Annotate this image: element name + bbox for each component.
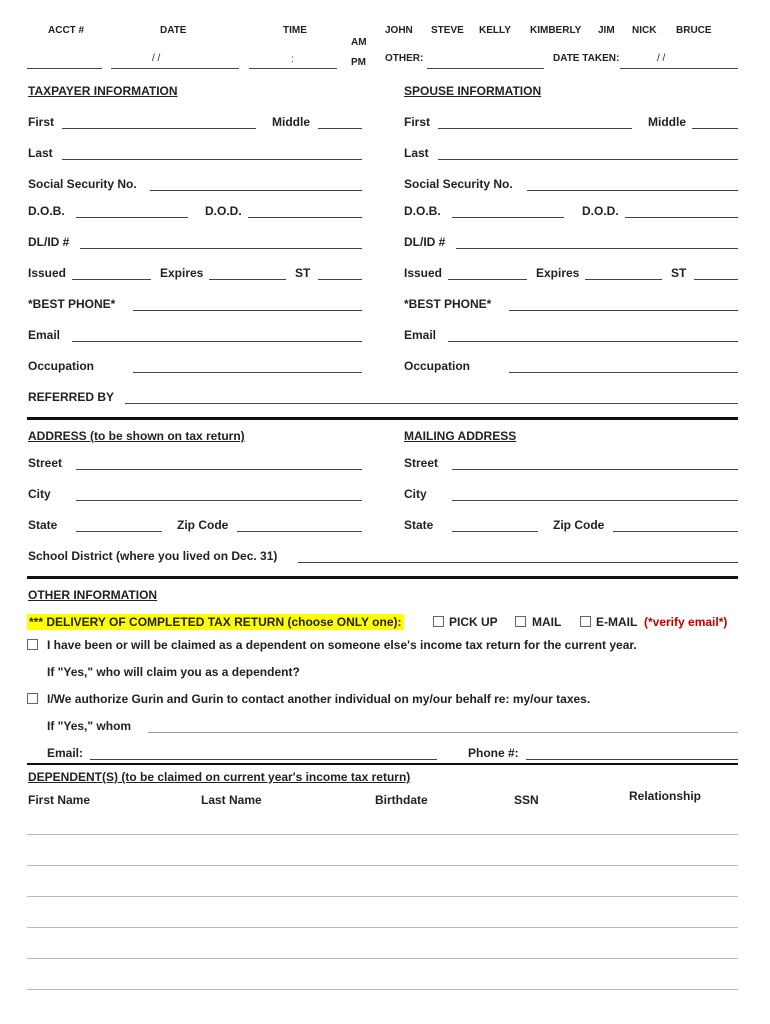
date-label: DATE — [160, 25, 187, 36]
address-city-label: City — [28, 487, 51, 501]
acct-field[interactable] — [27, 68, 102, 69]
address-zip-label: Zip Code — [177, 518, 229, 532]
spouse-last-field[interactable] — [438, 159, 738, 160]
taxpayer-last-field[interactable] — [62, 159, 362, 160]
dependent-checkbox[interactable] — [27, 639, 38, 650]
spouse-dod-label: D.O.D. — [582, 204, 619, 218]
mailing-city-field[interactable] — [452, 500, 738, 501]
taxpayer-dod-field[interactable] — [248, 217, 362, 218]
mailing-zip-field[interactable] — [613, 531, 738, 532]
date-taken-slashes: / / — [657, 53, 666, 64]
spouse-ssn-label: Social Security No. — [404, 177, 513, 191]
pm-option[interactable]: PM — [351, 57, 366, 68]
spouse-dod-field[interactable] — [625, 217, 738, 218]
mailing-title: MAILING ADDRESS — [404, 429, 517, 443]
email-delivery-label: E-MAIL — [596, 615, 638, 629]
taxpayer-email-label: Email — [28, 328, 61, 342]
spouse-expires-field[interactable] — [585, 279, 662, 280]
school-district-label: School District (where you lived on Dec. 31) — [28, 549, 278, 563]
taxpayer-email-field[interactable] — [72, 341, 362, 342]
whom-label: If "Yes," whom — [47, 719, 132, 733]
contact-email-field[interactable] — [90, 759, 437, 760]
taxpayer-first-field[interactable] — [62, 128, 256, 129]
taxpayer-dlid-label: DL/ID # — [28, 235, 70, 249]
am-option[interactable]: AM — [351, 37, 367, 48]
referred-by-field[interactable] — [125, 403, 738, 404]
spouse-st-field[interactable] — [694, 279, 738, 280]
column-relationship: Relationship — [629, 789, 702, 803]
contact-email-label: Email: — [47, 746, 84, 760]
time-field[interactable] — [249, 68, 337, 69]
dependent-row[interactable] — [27, 834, 738, 835]
spouse-occupation-label: Occupation — [404, 359, 471, 373]
preparer-kelly[interactable]: KELLY — [479, 25, 511, 36]
section-divider — [27, 576, 738, 579]
preparer-john[interactable]: JOHN — [385, 25, 413, 36]
taxpayer-title: TAXPAYER INFORMATION — [28, 84, 178, 98]
section-divider — [27, 417, 738, 420]
mail-checkbox[interactable] — [515, 616, 526, 627]
taxpayer-occupation-label: Occupation — [28, 359, 95, 373]
spouse-middle-label: Middle — [648, 115, 686, 129]
address-zip-field[interactable] — [237, 531, 362, 532]
address-state-field[interactable] — [76, 531, 162, 532]
spouse-middle-field[interactable] — [692, 128, 738, 129]
address-street-field[interactable] — [76, 469, 362, 470]
mailing-zip-label: Zip Code — [553, 518, 605, 532]
acct-label: ACCT # — [48, 25, 85, 36]
time-label: TIME — [283, 25, 307, 36]
address-city-field[interactable] — [76, 500, 362, 501]
contact-phone-label: Phone #: — [468, 746, 519, 760]
mailing-state-label: State — [404, 518, 434, 532]
dependent-row[interactable] — [27, 927, 738, 928]
taxpayer-last-label: Last — [28, 146, 53, 160]
taxpayer-st-label: ST — [295, 266, 311, 280]
date-taken-field[interactable] — [620, 68, 738, 69]
taxpayer-st-field[interactable] — [318, 279, 362, 280]
preparer-kimberly[interactable]: KIMBERLY — [530, 25, 582, 36]
spouse-email-field[interactable] — [448, 341, 738, 342]
taxpayer-issued-label: Issued — [28, 266, 67, 280]
spouse-phone-label: *BEST PHONE* — [404, 297, 492, 311]
taxpayer-phone-field[interactable] — [133, 310, 362, 311]
dependent-who-label: If "Yes," who will claim you as a dependent? — [47, 665, 300, 679]
spouse-dob-label: D.O.B. — [404, 204, 441, 218]
taxpayer-ssn-field[interactable] — [150, 190, 362, 191]
column-ssn: SSN — [514, 793, 539, 807]
authorize-checkbox[interactable] — [27, 693, 38, 704]
date-taken-label: DATE TAKEN: — [553, 53, 620, 64]
dependent-row[interactable] — [27, 989, 738, 990]
address-street-label: Street — [28, 456, 63, 470]
taxpayer-middle-label: Middle — [272, 115, 310, 129]
dependent-row[interactable] — [27, 958, 738, 959]
spouse-email-label: Email — [404, 328, 437, 342]
spouse-ssn-field[interactable] — [527, 190, 738, 191]
column-last-name: Last Name — [201, 793, 262, 807]
pickup-checkbox[interactable] — [433, 616, 444, 627]
address-state-label: State — [28, 518, 58, 532]
spouse-last-label: Last — [404, 146, 429, 160]
taxpayer-expires-label: Expires — [160, 266, 204, 280]
taxpayer-ssn-label: Social Security No. — [28, 177, 137, 191]
date-field[interactable] — [111, 68, 239, 69]
column-first-name: First Name — [28, 793, 91, 807]
time-colon: : — [291, 54, 294, 65]
preparer-jim[interactable]: JIM — [598, 25, 615, 36]
taxpayer-dob-field[interactable] — [76, 217, 188, 218]
referred-by-label: REFERRED BY — [28, 390, 115, 404]
taxpayer-dod-label: D.O.D. — [205, 204, 242, 218]
section-divider — [27, 763, 738, 765]
spouse-expires-label: Expires — [536, 266, 580, 280]
mailing-street-label: Street — [404, 456, 439, 470]
spouse-dob-field[interactable] — [452, 217, 564, 218]
spouse-first-field[interactable] — [438, 128, 632, 129]
spouse-first-label: First — [404, 115, 431, 129]
taxpayer-phone-label: *BEST PHONE* — [28, 297, 116, 311]
preparer-steve[interactable]: STEVE — [431, 25, 464, 36]
taxpayer-dob-label: D.O.B. — [28, 204, 65, 218]
taxpayer-occupation-field[interactable] — [133, 372, 362, 373]
taxpayer-issued-field[interactable] — [72, 279, 151, 280]
taxpayer-expires-field[interactable] — [209, 279, 286, 280]
dependent-row[interactable] — [27, 865, 738, 866]
spouse-st-label: ST — [671, 266, 687, 280]
other-info-title: OTHER INFORMATION — [28, 588, 158, 602]
address-title: ADDRESS (to be shown on tax return) — [28, 429, 245, 443]
mailing-city-label: City — [404, 487, 427, 501]
taxpayer-middle-field[interactable] — [318, 128, 362, 129]
mailing-street-field[interactable] — [452, 469, 738, 470]
preparer-bruce[interactable]: BRUCE — [676, 25, 712, 36]
date-slashes: / / — [152, 53, 161, 64]
delivery-label: *** DELIVERY OF COMPLETED TAX RETURN (choose ONLY one): — [29, 615, 402, 629]
whom-field[interactable] — [148, 732, 738, 733]
other-field[interactable] — [427, 68, 544, 69]
email-delivery-checkbox[interactable] — [580, 616, 591, 627]
column-birthdate: Birthdate — [375, 793, 428, 807]
other-label: OTHER: — [385, 53, 424, 64]
pickup-label: PICK UP — [449, 615, 498, 629]
dependent-row[interactable] — [27, 896, 738, 897]
taxpayer-first-label: First — [28, 115, 55, 129]
dependents-title: DEPENDENT(S) (to be claimed on current year's income tax return) — [28, 770, 411, 784]
spouse-phone-field[interactable] — [509, 310, 738, 311]
taxpayer-dlid-field[interactable] — [80, 248, 362, 249]
spouse-issued-field[interactable] — [448, 279, 527, 280]
contact-phone-field[interactable] — [526, 759, 738, 760]
mailing-state-field[interactable] — [452, 531, 538, 532]
school-district-field[interactable] — [298, 562, 738, 563]
spouse-issued-label: Issued — [404, 266, 443, 280]
preparer-nick[interactable]: NICK — [632, 25, 657, 36]
verify-email-note: (*verify email*) — [644, 615, 728, 629]
spouse-occupation-field[interactable] — [509, 372, 738, 373]
spouse-dlid-field[interactable] — [456, 248, 738, 249]
spouse-title: SPOUSE INFORMATION — [404, 84, 542, 98]
dependent-question: I have been or will be claimed as a dependent on someone else's income tax return for the current year. — [47, 638, 637, 652]
spouse-dlid-label: DL/ID # — [404, 235, 446, 249]
authorize-statement: I/We authorize Gurin and Gurin to contact another individual on my/our behalf re: my/our taxes. — [47, 692, 591, 706]
mail-label: MAIL — [532, 615, 562, 629]
